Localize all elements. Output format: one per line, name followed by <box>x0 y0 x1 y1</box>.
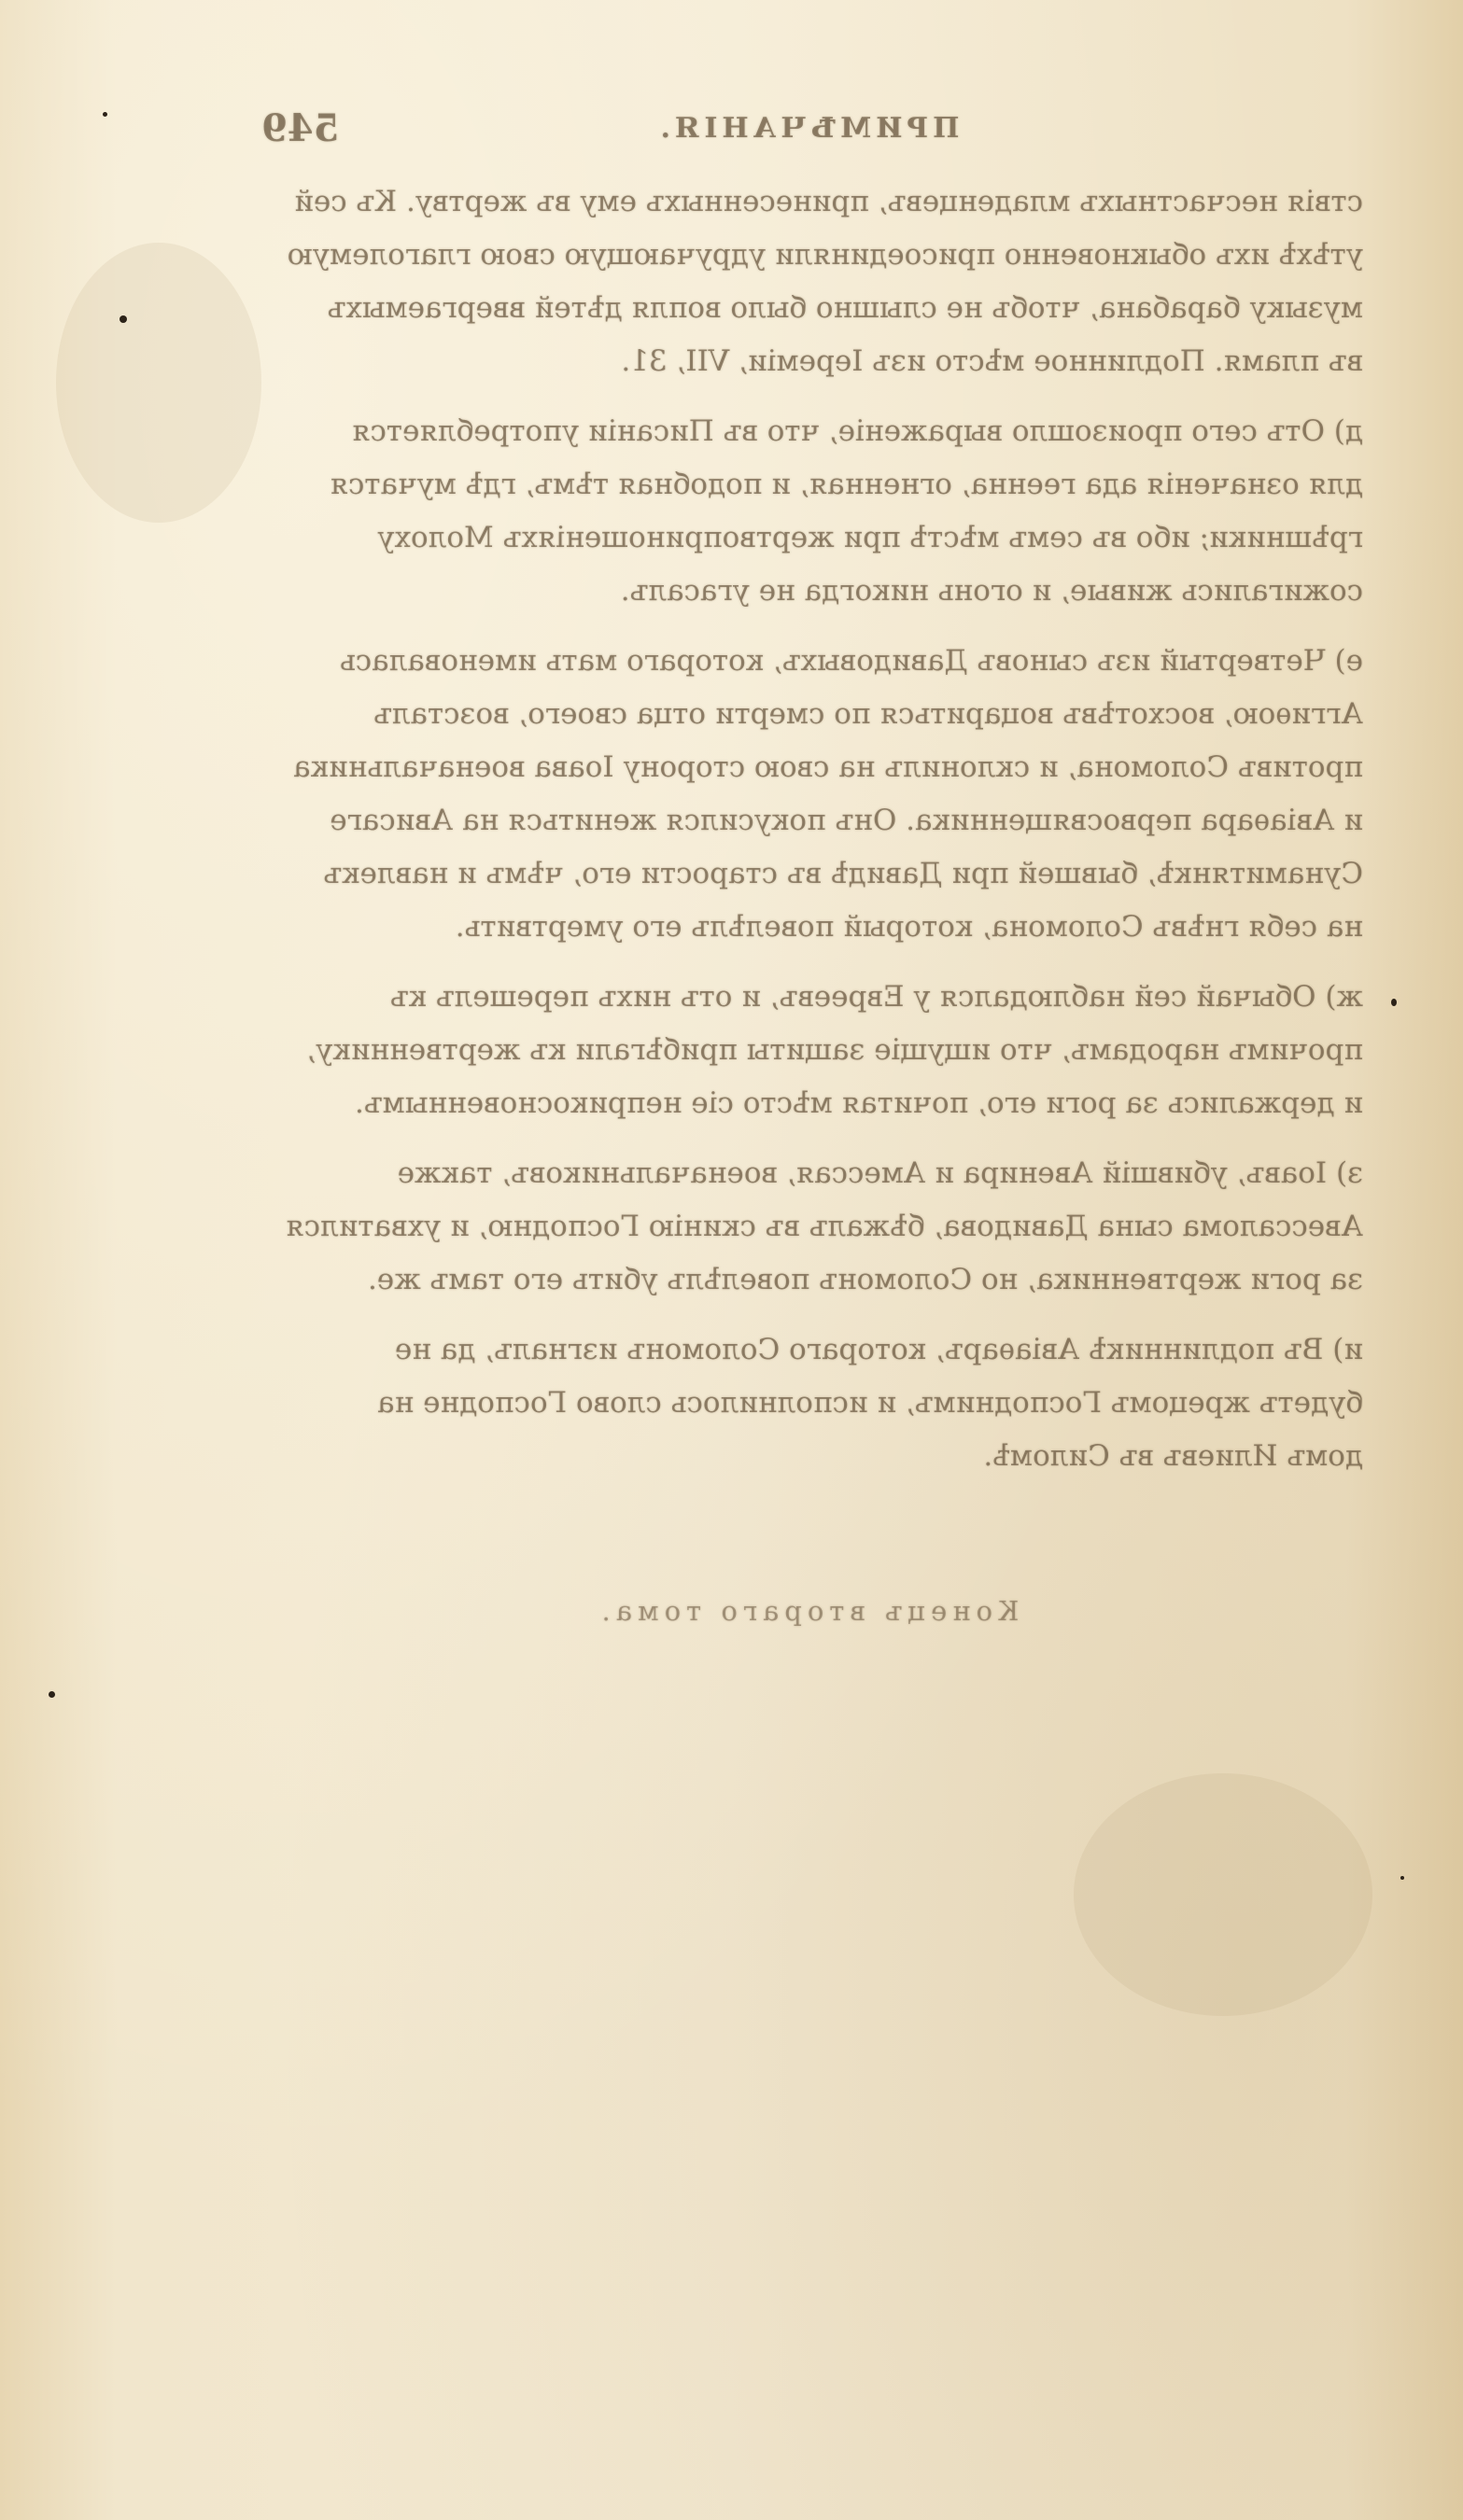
text-line: ж) Обычай сей наблюдался у Евреевъ, и отъ нихъ перешелъ къ <box>389 980 1363 1014</box>
page-number: 549 <box>261 106 340 150</box>
text-line: е) Четвертый изъ сыновъ Давидовыхъ, котораго мать именовалась <box>339 644 1363 678</box>
ink-spot <box>120 315 127 323</box>
page-header <box>252 106 1363 159</box>
text-line: для означенія ада геенна, огненная, и подобная тѣмъ, гдѣ мучатся <box>330 468 1363 501</box>
text-line: прочимъ народамъ, что ищущіе защиты прибѣгали къ жертвеннику, <box>306 1033 1363 1067</box>
ink-spot <box>1400 1876 1404 1880</box>
text-line <box>252 388 1363 405</box>
text-line: ствія несчастныхъ младенцевъ, принесенныхъ ему въ жертву. Къ сей <box>294 185 1363 218</box>
text-line: на себя гнѣвъ Соломона, который повелѣлъ его умертвить. <box>455 910 1363 944</box>
text-line: и) Въ подлинникѣ Авіаѳаръ, котораго Соломонъ изгналъ, да не <box>394 1333 1363 1366</box>
body-text <box>252 175 1363 1483</box>
text-line: за роги жертвенника, но Соломонъ повелѣлъ убить его тамъ же. <box>367 1263 1363 1296</box>
bleed-through-text <box>252 106 1363 1627</box>
text-line: д) Отъ сего произошло выраженіе, что въ Писаніи употребляется <box>351 414 1363 448</box>
text-line <box>252 618 1363 635</box>
text-line: грѣшники; ибо въ семъ мѣстѣ при жертвоприношеніяхъ Молоху <box>377 521 1363 554</box>
ink-spot <box>49 1691 55 1698</box>
text-line: музыку барабана, чтобъ не слышно было вопля дѣтей ввергаемыхъ <box>327 291 1363 325</box>
text-line: утѣхѣ ихъ обыкновенно присоединяли удручающую свою глаголемую <box>287 238 1363 272</box>
text-line: з) Іоавъ, убившій Авенира и Амессая, военачальниковъ, также <box>397 1156 1363 1190</box>
text-line: будетъ жрецомъ Господнимъ, и исполнилось слово Господне на <box>377 1386 1363 1420</box>
colophon: Конецъ втораго тома. <box>596 1595 1020 1627</box>
text-line <box>252 1130 1363 1147</box>
running-title: ПРИМѢЧАНІЯ. <box>655 112 960 145</box>
text-line <box>252 1307 1363 1323</box>
text-line: противъ Соломона, и склонилъ на свою сторону Іоава военачальника <box>293 750 1363 784</box>
text-line <box>252 954 1363 971</box>
text-line: Аггиѳою, восхотѣвъ воцариться по смерти отца своего, возсталъ <box>373 697 1363 731</box>
ink-spot <box>1391 999 1397 1006</box>
text-line: въ пламя. Подлинное мѣсто изъ Іереміи, VII, 31. <box>621 344 1363 378</box>
paper-stain <box>56 243 261 523</box>
text-line: Сунамитянкѣ, бывшей при Давидѣ въ старости его, чѣмъ и навлекъ <box>323 857 1363 890</box>
paper-stain <box>1074 1773 1372 2016</box>
text-line: и держались за роги его, почитая мѣсто сіе неприкосновеннымъ. <box>355 1086 1363 1120</box>
text-line: домъ Илиевъ въ Силомѣ. <box>983 1439 1363 1473</box>
text-line: и Авіаѳара первосвященника. Онъ покусился жениться на Ависаге <box>330 804 1363 837</box>
text-line: Авессалома сына Давидова, бѣжалъ въ скинію Господню, и ухватился <box>286 1210 1363 1243</box>
ink-spot <box>103 112 107 117</box>
text-line: сожигались живые, и огонь никогда не угасалъ. <box>620 574 1363 608</box>
